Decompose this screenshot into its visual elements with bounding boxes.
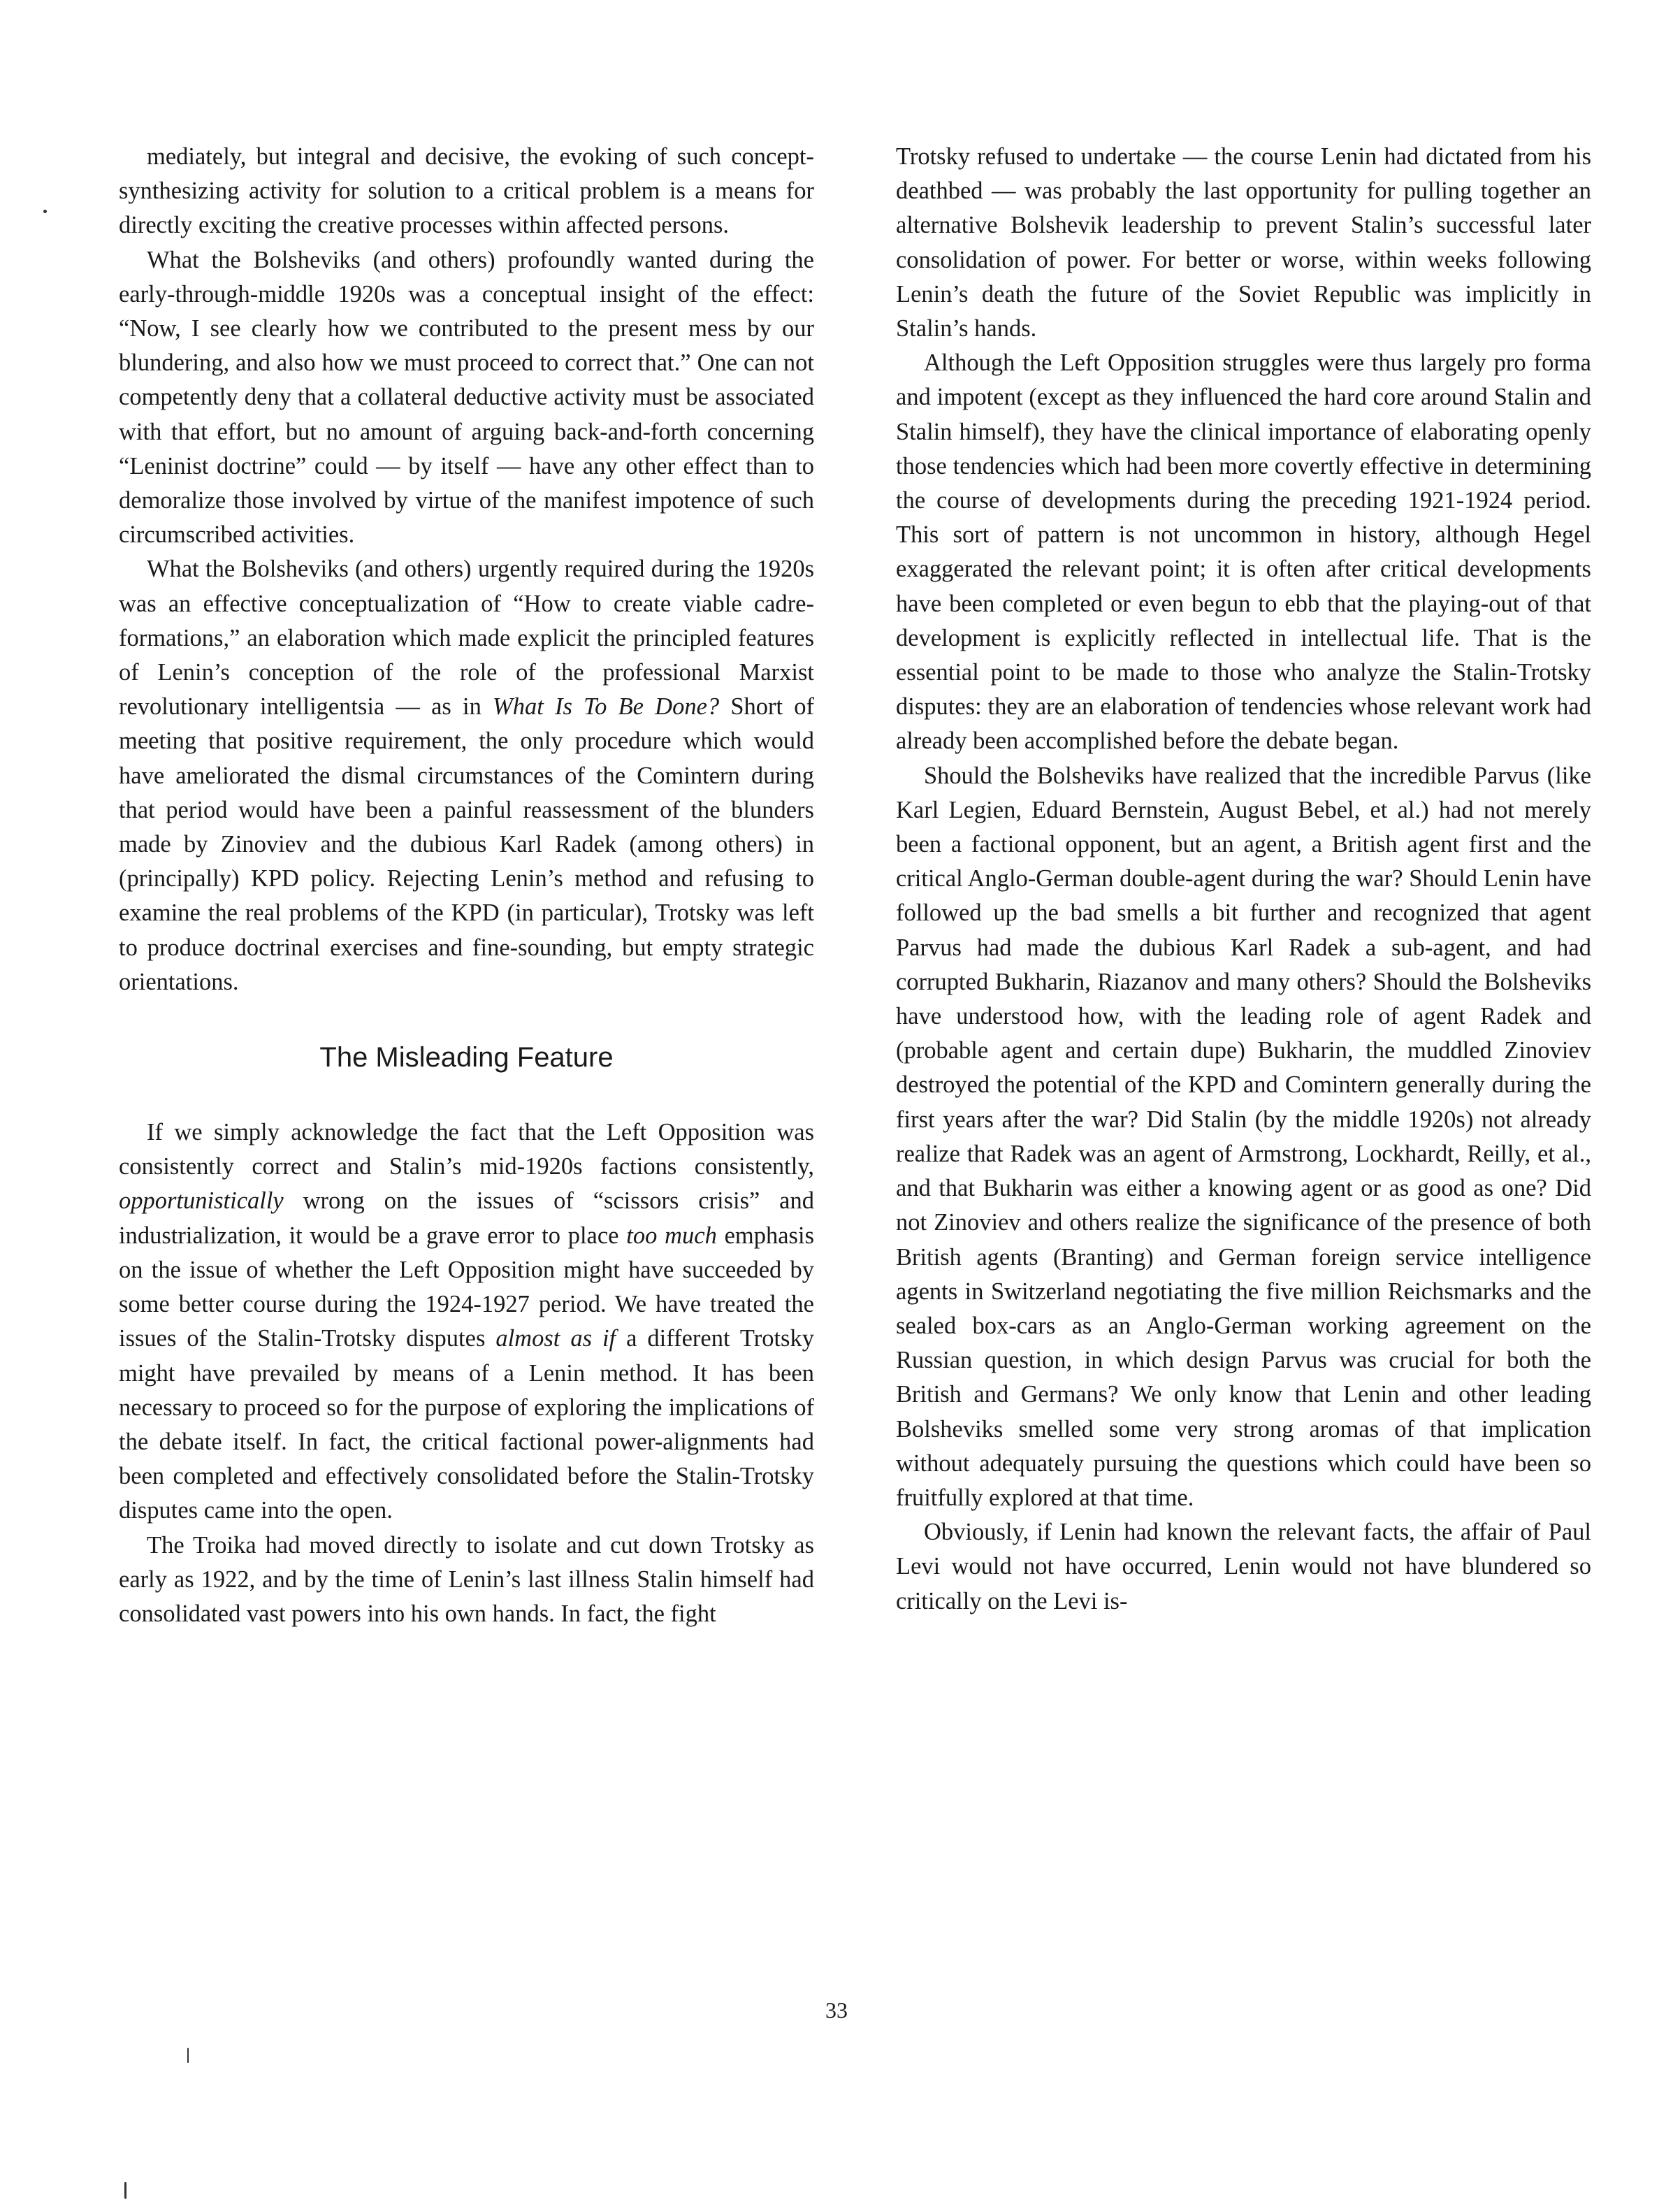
text-run: The Troika had moved directly to isolate and cut down Trotsky as early as 1922, and by the time of Lenin’s last illness Stalin himself had consolidated vast powers into his own hands. In fact, the fight (119, 1531, 814, 1627)
right-column (896, 140, 1591, 1619)
scan-speck (187, 2048, 189, 2063)
left-paragraphs-before (119, 140, 814, 999)
left-column (119, 140, 814, 1631)
text-run: Although the Left Opposition struggles were thus largely pro forma and impotent (except as they influenced the hard core around Stalin and Stalin himself), they have the clinical importance of elaborating openly those tendencies which had been more covertly effective in determining the course of developments during the preceding 1921-1924 period. This sort of pattern is not uncommon in history, although Hegel exaggerated the relevant point; it is often after critical developments have been completed or even begun to ebb that the playing-out of that development is explicitly reflected in intellectual life. That is the essential point to be made to those who analyze the Stalin-Trotsky disputes: they are an elaboration of tendencies whose relevant work had already been accomplished before the debate began. (896, 349, 1591, 755)
italic-text: opportunistically (119, 1187, 284, 1215)
paragraph (119, 140, 814, 243)
right-paragraphs (896, 140, 1591, 1619)
text-run: Should the Bolsheviks have realized that the incredible Parvus (like Karl Legien, Eduard Bernstein, August Bebel, et al.) had not merely been a factional opponent, but an agent, a British agent first and the critical Anglo-German double-agent during the war? Should Lenin have followed up the bad smells a bit further and recognized that agent Parvus had made the dubious Karl Radek a sub-agent, and had corrupted Bukharin, Riazanov and many others? Should the Bolsheviks have understood how, with the leading role of agent Radek and (probable agent and certain dupe) Bukharin, the muddled Zinoviev destroyed the potential of the KPD and Comintern generally during the first years after the war? Did Stalin (by the middle 1920s) not already realize that Radek was an agent of Armstrong, Lockhardt, Reilly, et al., and that Bukharin was either a knowing agent or as good as one? Did not Zinoviev and others realize the significance of the presence of both British agents (Branting) and German foreign service intelligence agents in Switzerland negotiating the five million Reichsmarks and the sealed box-cars as an Anglo-German working agreement on the Russian question, in which design Parvus was crucial for both the British and Germans? We only know that Lenin and other leading Bolsheviks smelled some very strong aromas of that implication without adequately pursuing the questions which could have been so fruitfully explored at that time. (896, 762, 1591, 1511)
text-run: Obviously, if Lenin had known the relevant facts, the affair of Paul Levi would not have occurred, Lenin would not have blundered so critically on the Levi is- (896, 1519, 1591, 1614)
italic-text: too much (626, 1222, 717, 1249)
italic-text: What Is To Be Done? (493, 693, 720, 721)
paragraph (119, 552, 814, 999)
text-run: Trotsky refused to undertake — the course Lenin had dictated from his deathbed — was probably the last opportunity for pulling together an alternative Bolshevik leadership to prevent Stalin’s successful later consolidation of power. For better or worse, within weeks following Lenin’s death the future of the Soviet Republic was implicitly in Stalin’s hands. (896, 143, 1591, 342)
paragraph (896, 346, 1591, 758)
page-number: 33 (825, 1997, 848, 2023)
paragraph (896, 140, 1591, 346)
paragraph (896, 759, 1591, 1515)
text-run: a different Trotsky might have prevailed by means of a Lenin method. It has been necessary to proceed so for the purpose of exploring the implications of the debate itself. In fact, the critical factional power-alignments had been completed and effectively consolidated before the Stalin-Trotsky disputes came into the open. (119, 1325, 814, 1524)
paragraph (119, 1115, 814, 1528)
text-run: What the Bolsheviks (and others) profoundly wanted during the early-through-middle 1920s was a conceptual insight of the effect: “Now, I see clearly how we contributed to the present mess by our blundering, and also how we must proceed to correct that.” One can not competently deny that a collateral deductive activity must be associated with that effort, but no amount of arguing back-and-forth concerning “Leninist doctrine” could — by itself — have any other effect than to demoralize those involved by virtue of the manifest impotence of such circumscribed activities. (119, 246, 814, 549)
text-run: Short of meeting that positive requirement, the only procedure which would have ameliorated the dismal circumstances of the Comintern during that period would have been a painful reassessment of the blunders made by Zinoviev and the dubious Karl Radek (among others) in (principally) KPD policy. Rejecting Lenin’s method and refusing to examine the real problems of the KPD (in particular), Trotsky was left to produce doctrinal exercises and fine-sounding, but empty strategic orientations. (119, 693, 814, 995)
section-heading: The Misleading Feature (319, 1042, 614, 1074)
scan-speck (124, 2182, 126, 2199)
paragraph (119, 243, 814, 553)
italic-text: almost as if (495, 1325, 616, 1352)
text-run: emphasis on the issue of whether the Left Opposition might have succeeded by some better course during the 1924-1927 period. We have treated the issues of the Stalin-Trotsky disputes (119, 1222, 814, 1352)
paragraph (896, 1515, 1591, 1619)
text-run: mediately, but integral and decisive, the evoking of such concept-synthesizing activity for solution to a critical problem is a means for directly exciting the creative processes within affected persons. (119, 143, 814, 239)
text-run: wrong on the issues of “scissors crisis” and industrialization, it would be a grave error to place (119, 1187, 814, 1249)
scan-speck (43, 210, 47, 213)
left-paragraphs-after (119, 1115, 814, 1631)
text-run: What the Bolsheviks (and others) urgently required during the 1920s was an effective conceptualization of “How to create viable cadre-formations,” an elaboration which made explicit the principled features of Lenin’s conception of the role of the professional Marxist revolutionary intelligentsia — as in (119, 556, 814, 721)
paragraph (119, 1528, 814, 1632)
text-run: If we simply acknowledge the fact that the Left Opposition was consistently correct and Stalin’s mid-1920s factions consistently, (119, 1119, 814, 1180)
